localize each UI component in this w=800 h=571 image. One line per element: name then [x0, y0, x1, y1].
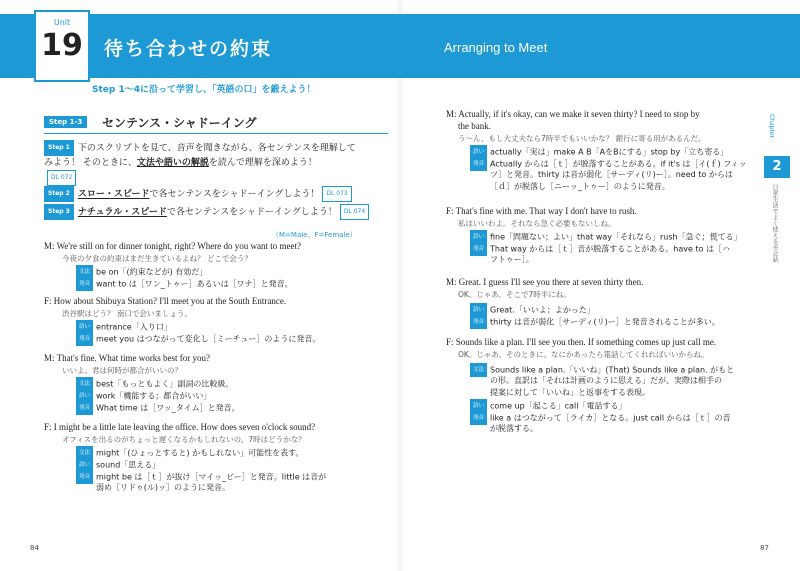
dialog-line-continued: the bank. [458, 121, 491, 131]
dialog-line: M: We're still on for dinner tonight, right? Where do you want to meet? [44, 241, 302, 251]
dialog-translation: 私はいいわよ。それなら急ぐ必要もないしね。 [458, 219, 616, 228]
section-heading [44, 112, 388, 134]
page-number-left: 84 [30, 544, 39, 552]
section-tag: Step 1-3 [44, 116, 87, 128]
dialog-note: 語い entrance「入り口」 [76, 320, 172, 334]
dialog-note: ［ｄ］が脱落し［ニーッ_トゥー］のように発音。 [490, 182, 670, 191]
dialog-translation: 今夜の夕食の約束はまだ生きているよね？ どこで会う？ [62, 254, 252, 263]
dialog-note: フトゥー］。 [490, 255, 534, 264]
dialog-translation: OK。じゃあ、そこで7時半にね。 [458, 290, 571, 299]
dialog-note: 語い fine「問題ない；よい」that way「それなら」rush「急ぐ；慌てる」 [470, 230, 742, 244]
step-1-tag: Step 1 [44, 140, 74, 156]
step-banner: Step 1〜4に沿って学習し、「英語の口」を鍛えよう！ [92, 85, 316, 95]
download-tag: DL 073 [322, 186, 351, 202]
step-2-tag: Step 2 [44, 186, 74, 202]
dialog-note: 語い sound「思える」 [76, 458, 160, 472]
dialog-line: F: How about Shibuya Station? I'll meet you at the South Entrance. [44, 296, 287, 306]
dialog-note: 語い Great.「いいよ；よかった」 [470, 303, 595, 317]
dialog-note: 語い work「機能する；都合がいい」 [76, 389, 211, 403]
dialog-note: 語い actually「実は」make A B「AをBにする」stop by「立ち寄る」 [470, 145, 728, 159]
chapter-title: 日常生活でよく使える英会話 [771, 184, 778, 262]
step-1-instruction: Step 1 下のスクリプトを見て、音声を聞きながら、各センテンスを理解して みよう！ そのときに、文法や語いの解説を読んで理解を深めよう！ DL 072 [44, 140, 388, 186]
dialog-note: 発音 Actually からは［ｔ］が脱落することがある。if it's は［イ(ｆ) フィッ [470, 157, 747, 171]
dialog-line: M: Actually, if it's okay, can we make it seven thirty? I need to stop by [446, 109, 700, 119]
dialog-note: 発音 What time は［ワッ_タイム］と発音。 [76, 401, 240, 415]
dialog-translation: OK。じゃあ、そのときに。なにかあったら電話してくれればいいからね。 [458, 350, 709, 359]
dialog-note: 発音 meet you はつながって変化し［ミーチュー］のように発音。 [76, 332, 320, 346]
dialog-translation: 渋谷駅はどう？ 南口で会いましょう。 [62, 309, 192, 318]
dialog-note: が脱落する。 [490, 424, 538, 433]
step-3-instruction: Step 3 ナチュラル・スピードで各センテンスをシャドーイングしよう！ DL 074 [44, 204, 369, 220]
dialog-note: 発音 thirty は音が弱化［サーディ(リ)ー］と発音されることが多い。 [470, 315, 720, 329]
dialog-note: 文法 be on「(約束などが) 有効だ」 [76, 265, 207, 279]
page-number-right: 87 [760, 544, 769, 552]
dialog-note: の形。直訳は「それは計画のように思える」だが、実際は相手の [490, 376, 722, 385]
dialog-note: 弱め［リドゥ(ル)ッ］のように発音。 [96, 483, 231, 492]
step-3-tag: Step 3 [44, 204, 74, 220]
dialog-note: 発音 That way からは［ｔ］音が脱落することがある。have to は［ハ [470, 242, 730, 256]
dialog-line: F: I might be a little late leaving the office. How does seven o'clock sound? [44, 422, 316, 432]
unit-number-box [34, 10, 90, 82]
dialog-note: 発音 want to は［ワン_トゥー］あるいは［ワナ］と発音。 [76, 277, 293, 291]
dialog-line: M: Great. I guess I'll see you there at seven thirty then. [446, 277, 644, 287]
page-gutter [398, 0, 402, 571]
unit-number: 19 [41, 28, 83, 63]
unit-label: Unit [53, 18, 71, 27]
dialog-line: F: That's fine with me. That way I don't have to rush. [446, 206, 637, 216]
unit-title-english: Arranging to Meet [444, 40, 548, 55]
dialog-translation: う〜ん、もし大丈夫なら7時半でもいいかな？ 銀行に寄る用があるんだ。 [458, 134, 706, 143]
dialog-note: 文法 might「(ひょっとすると) かもしれない」可能性を表す。 [76, 446, 303, 460]
unit-header-bar [0, 14, 800, 78]
dialog-note: ツ］と発音。thirty は音が弱化［サーディ(リ)ー］。need to からは [490, 170, 733, 179]
dialog-note: 発音 might be は［ｔ］が抜け［マイッ_ビー］と発音。little は音が [76, 470, 326, 484]
unit-title: 待ち合わせの約束 [104, 38, 273, 60]
dialog-line: M: That's fine. What time works best for you? [44, 353, 211, 363]
download-tag: DL 072 [47, 170, 76, 186]
dialog-note: 文法 best「もっともよく」副詞の比較級。 [76, 377, 233, 391]
download-tag: DL 074 [340, 204, 369, 220]
section-title: センテンス・シャドーイング [102, 116, 257, 130]
dialog-note: 語い come up「起こる」call「電話する」 [470, 399, 626, 413]
chapter-number: 2 [764, 156, 790, 178]
dialog-translation: いいよ。君は何時が都合がいいの？ [62, 366, 182, 375]
chapter-side-tab [764, 114, 800, 318]
chapter-label: Chapter [768, 114, 775, 138]
speaker-legend: （M=Male、F=Female） [272, 231, 357, 239]
dialog-note: 提案に対して「いいね」と返事をする表現。 [490, 388, 650, 397]
dialog-line: F: Sounds like a plan. I'll see you then. If something comes up just call me. [446, 337, 717, 347]
dialog-note: 文法 Sounds like a plan.「いいね」(That) Sounds like a plan. がもと [470, 363, 734, 377]
dialog-translation: オフィスを出るのがちょっと遅くなるかもしれないの。7時はどうかな？ [62, 435, 306, 444]
dialog-note: 発音 like a はつながって［ライカ］となる。just call からは［ｔ］の音 [470, 411, 731, 425]
step-2-instruction: Step 2 スロー・スピードで各センテンスをシャドーイングしよう！ DL 073 [44, 186, 352, 202]
